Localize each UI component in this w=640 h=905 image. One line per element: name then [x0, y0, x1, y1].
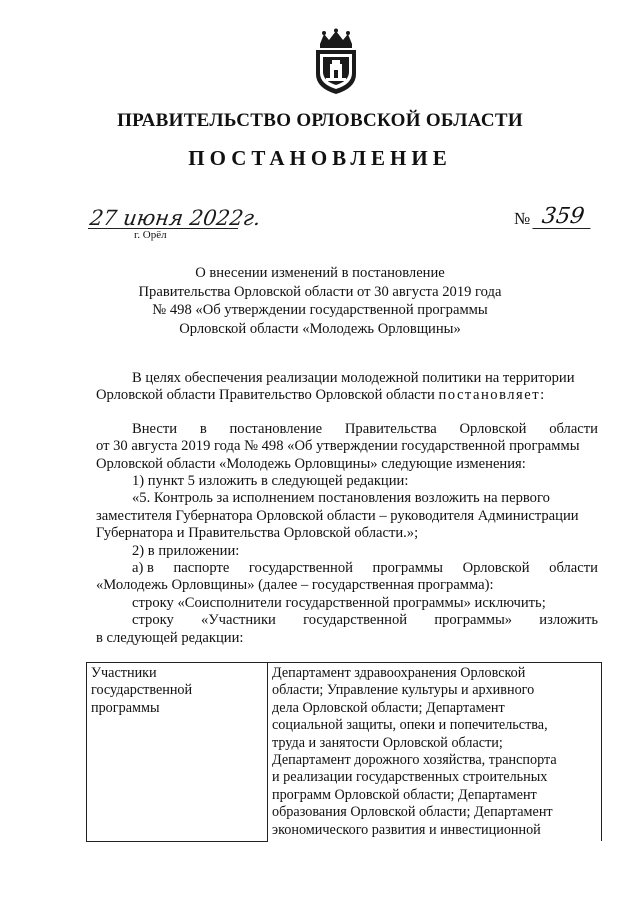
- preamble-line: В целях обеспечения реализации молодежной политики на территории: [132, 370, 575, 386]
- coat-of-arms-icon: [310, 28, 362, 96]
- participants-table: [86, 662, 602, 842]
- cell-line: социальной защиты, опеки и попечительства,: [272, 717, 548, 734]
- cell-line: Участники: [91, 665, 157, 681]
- number-value: 359: [533, 206, 594, 229]
- document-subject: [0, 264, 640, 338]
- word: государственной: [303, 612, 408, 629]
- cell-line: дела Орловской области; Департамент: [272, 699, 505, 716]
- item-2a-row-2-line: [96, 612, 598, 629]
- word: а) в: [132, 560, 154, 577]
- item-1: 1) пункт 5 изложить в следующей редакции:: [132, 473, 409, 490]
- item-2a-line: [96, 560, 598, 577]
- table-row: [87, 663, 602, 842]
- paragraph-line: [96, 421, 598, 438]
- item-2a-row-2-line: в следующей редакции:: [96, 629, 244, 646]
- item-1-text-line: заместителя Губернатора Орловской области – руководителя Администрации: [96, 507, 579, 524]
- word: Внести: [132, 420, 178, 437]
- cell-line: экономического развития и инвестиционной: [272, 821, 541, 838]
- government-title: ПРАВИТЕЛЬСТВО ОРЛОВСКОЙ ОБЛАСТИ: [117, 110, 523, 131]
- word: постановление: [229, 420, 323, 437]
- item-2: 2) в приложении:: [132, 542, 240, 559]
- document-date: 27 июня 2022г.: [88, 206, 263, 230]
- word: области: [549, 560, 598, 577]
- word: Орловской: [462, 560, 530, 577]
- document-body: [96, 370, 598, 647]
- word: в: [199, 420, 207, 437]
- word: «Участники: [201, 612, 276, 629]
- preamble-line: [96, 387, 598, 404]
- word: государственной: [248, 560, 353, 577]
- document-city: г. Орёл: [134, 229, 167, 241]
- paragraph-line: Орловской области «Молодежь Орловщины» следующие изменения:: [96, 455, 526, 472]
- document-number: [514, 206, 592, 229]
- cell-line: труда и занятости Орловской области;: [272, 734, 503, 751]
- word: программы: [372, 560, 443, 577]
- cell-line: Департамент дорожного хозяйства, транспорта: [272, 752, 557, 769]
- paragraph-line: от 30 августа 2019 года № 498 «Об утверждении государственной программы: [96, 438, 580, 455]
- subject-line: Правительства Орловской области от 30 августа 2019 года: [138, 283, 502, 300]
- cell-line: программ Орловской области; Департамент: [272, 786, 537, 803]
- cell-line: и реализации государственных строительных: [272, 769, 548, 786]
- number-sign: №: [514, 209, 531, 228]
- cell-line: государственной: [91, 682, 193, 699]
- cell-line: образования Орловской области; Департамент: [272, 804, 553, 821]
- word: паспорте: [173, 560, 230, 577]
- document-type-title: ПОСТАНОВЛЕНИЕ: [188, 146, 452, 170]
- word: области: [549, 420, 598, 437]
- word: программы»: [434, 612, 513, 629]
- item-2a-row-1: строку «Соисполнители государственной программы» исключить;: [132, 594, 546, 611]
- cell-line: области; Управление культуры и архивного: [272, 682, 535, 699]
- word: строку: [132, 612, 174, 629]
- subject-line: Орловской области «Молодежь Орловщины»: [179, 320, 461, 337]
- cell-line: Департамент здравоохранения Орловской: [272, 665, 526, 681]
- word: изложить: [539, 612, 598, 629]
- subject-line: № 498 «Об утверждении государственной программы: [152, 302, 488, 318]
- item-1-text-line: «5. Контроль за исполнением постановления возложить на первого: [132, 490, 550, 507]
- spacer: [96, 405, 598, 421]
- preamble-text: Орловской области Правительство Орловской области: [96, 387, 439, 404]
- item-2a-line: «Молодежь Орловщины» (далее – государственная программа):: [96, 577, 494, 594]
- table-cell-label: [87, 663, 268, 842]
- resolves-word: постановляет:: [438, 387, 546, 404]
- item-1-text-line: Губернатора и Правительства Орловской области.»;: [96, 525, 419, 542]
- table-cell-value: [268, 663, 602, 842]
- subject-line: О внесении изменений в постановление: [195, 265, 445, 281]
- word: Орловской: [459, 420, 527, 437]
- word: Правительства: [344, 420, 437, 437]
- cell-line: программы: [91, 699, 160, 716]
